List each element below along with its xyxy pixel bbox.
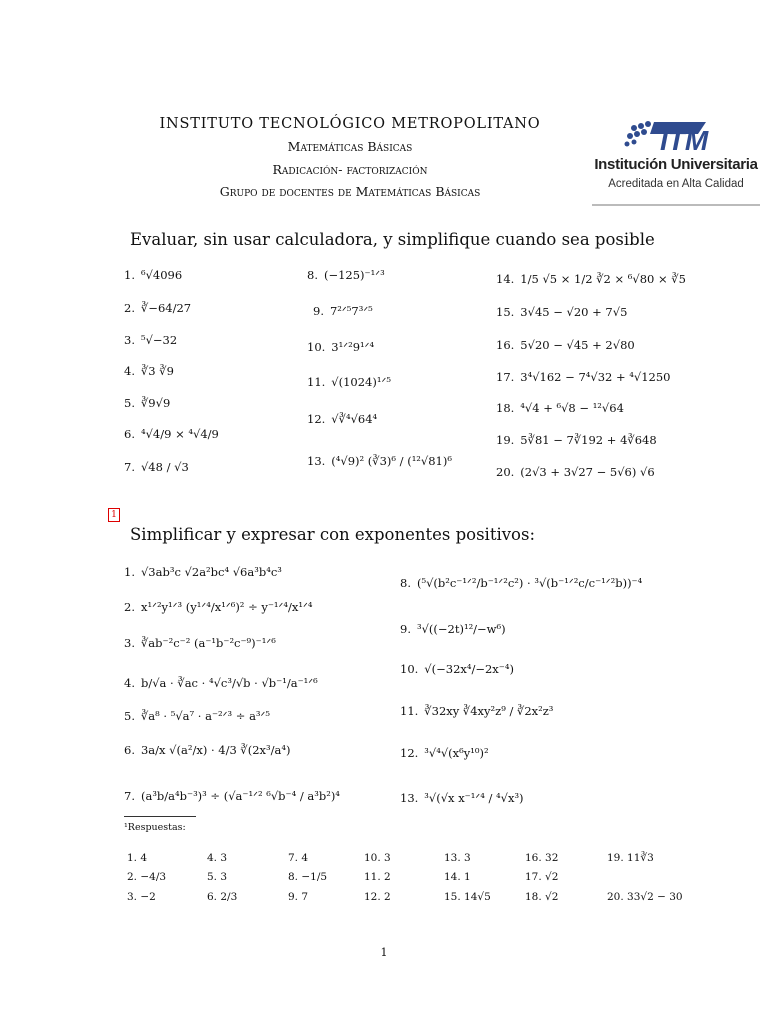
s1-item: 19. 5∛81 − 7∛192 + 4∛648 bbox=[496, 433, 657, 447]
s1-item: 3. ⁵√−32 bbox=[124, 333, 178, 347]
s2-item: 13. ³√(√x x⁻¹ᐟ⁴ / ⁴√x³) bbox=[400, 791, 524, 805]
s1-item: 5. ∛9√9 bbox=[124, 396, 171, 410]
section2-title: Simplificar y expresar con exponentes positivos: bbox=[130, 525, 536, 544]
s1-item: 9. 7²ᐟ⁵7³ᐟ⁵ bbox=[313, 304, 373, 318]
s1-item: 18. ⁴√4 + ⁶√8 − ¹²√64 bbox=[496, 401, 624, 415]
logo-line-institution: Institución Universitaria bbox=[594, 156, 758, 173]
answer-item: 4. 3 bbox=[207, 852, 228, 864]
s2-item: 4. b/√a · ∛ac · ⁴√c³/√b · √b⁻¹/a⁻¹ᐟ⁶ bbox=[124, 676, 318, 690]
footnote-divider bbox=[124, 816, 196, 817]
s1-item: 1. ⁶√4096 bbox=[124, 268, 183, 282]
institution-title: INSTITUTO TECNOLÓGICO METROPOLITANO bbox=[159, 116, 541, 132]
answer-item: 16. 32 bbox=[525, 852, 559, 864]
logo-mark-text: ITM bbox=[660, 125, 709, 156]
s1-item: 6. ⁴√4/9 × ⁴√4/9 bbox=[124, 427, 219, 441]
s1-item: 4. ∛3 ∛9 bbox=[124, 364, 174, 378]
s2-item: 5. ∛a⁸ · ⁵√a⁷ · a⁻²ᐟ³ ÷ a³ᐟ⁵ bbox=[124, 709, 271, 723]
answer-item: 6. 2/3 bbox=[207, 891, 238, 903]
answer-item: 9. 7 bbox=[288, 891, 309, 903]
course-name: Matemáticas Básicas bbox=[287, 139, 413, 154]
topic-name: Radicación- factorización bbox=[272, 162, 428, 177]
footnote-label: ¹Respuestas: bbox=[124, 822, 186, 833]
answer-item: 17. √2 bbox=[525, 871, 559, 883]
s1-item: 20. (2√3 + 3√27 − 5√6) √6 bbox=[496, 465, 655, 479]
answer-item: 5. 3 bbox=[207, 871, 228, 883]
s1-item: 15. 3√45 − √20 + 7√5 bbox=[496, 305, 628, 319]
itm-logo-mark-icon bbox=[594, 116, 758, 156]
header-divider bbox=[592, 204, 760, 206]
answer-item: 14. 1 bbox=[444, 871, 471, 883]
footnote-link[interactable]: 1 bbox=[108, 508, 120, 522]
section1-title: Evaluar, sin usar calculadora, y simplifique cuando sea posible bbox=[130, 230, 655, 249]
s1-item: 11. √(1024)¹ᐟ⁵ bbox=[307, 375, 391, 389]
s1-item: 8. (−125)⁻¹ᐟ³ bbox=[307, 268, 385, 282]
s2-item: 9. ³√((−2t)¹²/−w⁶) bbox=[400, 622, 506, 636]
s1-item: 13. (⁴√9)² (∛3)⁶ / (¹²√81)⁶ bbox=[307, 454, 452, 468]
page-number: 1 bbox=[380, 946, 388, 959]
answer-item: 15. 14√5 bbox=[444, 891, 491, 903]
s1-item: 7. √48 / √3 bbox=[124, 460, 189, 474]
answer-item: 3. −2 bbox=[127, 891, 156, 903]
answer-item: 8. −1/5 bbox=[288, 871, 328, 883]
answer-item: 12. 2 bbox=[364, 891, 391, 903]
s2-item: 2. x¹ᐟ²y¹ᐟ³ (y¹ᐟ⁴/x¹ᐟ⁶)² ÷ y⁻¹ᐟ⁴/x¹ᐟ⁴ bbox=[124, 600, 313, 614]
s1-item: 2. ∛−64/27 bbox=[124, 301, 192, 315]
s2-item: 11. ∛32xy ∛4xy²z⁹ / ∛2x²z³ bbox=[400, 704, 554, 718]
s2-item: 8. (⁵√(b²c⁻¹ᐟ²/b⁻¹ᐟ²c²) · ³√(b⁻¹ᐟ²c/c⁻¹ᐟ²b))⁻⁴ bbox=[400, 576, 643, 590]
s2-item: 12. ³√⁴√(x⁶y¹⁰)² bbox=[400, 746, 489, 760]
s2-item: 6. 3a/x √(a²/x) · 4/3 ∛(2x³/a⁴) bbox=[124, 743, 291, 757]
itm-logo bbox=[594, 116, 758, 200]
s2-item: 7. (a³b/a⁴b⁻³)³ ÷ (√a⁻¹ᐟ² ⁶√b⁻⁴ / a³b²)⁴ bbox=[124, 789, 340, 803]
s2-item: 1. √3ab³c √2a²bc⁴ √6a³b⁴c³ bbox=[124, 565, 282, 579]
s2-item: 3. ∛ab⁻²c⁻² (a⁻¹b⁻²c⁻⁹)⁻¹ᐟ⁶ bbox=[124, 636, 276, 650]
s1-item: 14. 1/5 √5 × 1/2 ∛2 × ⁶√80 × ∛5 bbox=[496, 272, 686, 286]
answer-item: 1. 4 bbox=[127, 852, 148, 864]
answer-item: 7. 4 bbox=[288, 852, 309, 864]
answer-item: 13. 3 bbox=[444, 852, 471, 864]
answer-item: 10. 3 bbox=[364, 852, 391, 864]
s1-item: 10. 3¹ᐟ²9¹ᐟ⁴ bbox=[307, 340, 375, 354]
s1-item: 16. 5√20 − √45 + 2√80 bbox=[496, 338, 635, 352]
answer-item: 2. −4/3 bbox=[127, 871, 167, 883]
s2-item: 10. √(−32x⁴/−2x⁻⁴) bbox=[400, 662, 514, 676]
answer-item: 11. 2 bbox=[364, 871, 391, 883]
answer-item: 19. 11∛3 bbox=[607, 852, 654, 864]
authors-line: Grupo de docentes de Matemáticas Básicas bbox=[219, 184, 481, 199]
answer-item: 18. √2 bbox=[525, 891, 559, 903]
answer-item: 20. 33√2 − 30 bbox=[607, 891, 683, 903]
logo-line-accreditation: Acreditada en Alta Calidad bbox=[608, 178, 744, 190]
s1-item: 17. 3⁴√162 − 7⁴√32 + ⁴√1250 bbox=[496, 370, 671, 384]
s1-item: 12. √∛⁴√64⁴ bbox=[307, 412, 378, 426]
